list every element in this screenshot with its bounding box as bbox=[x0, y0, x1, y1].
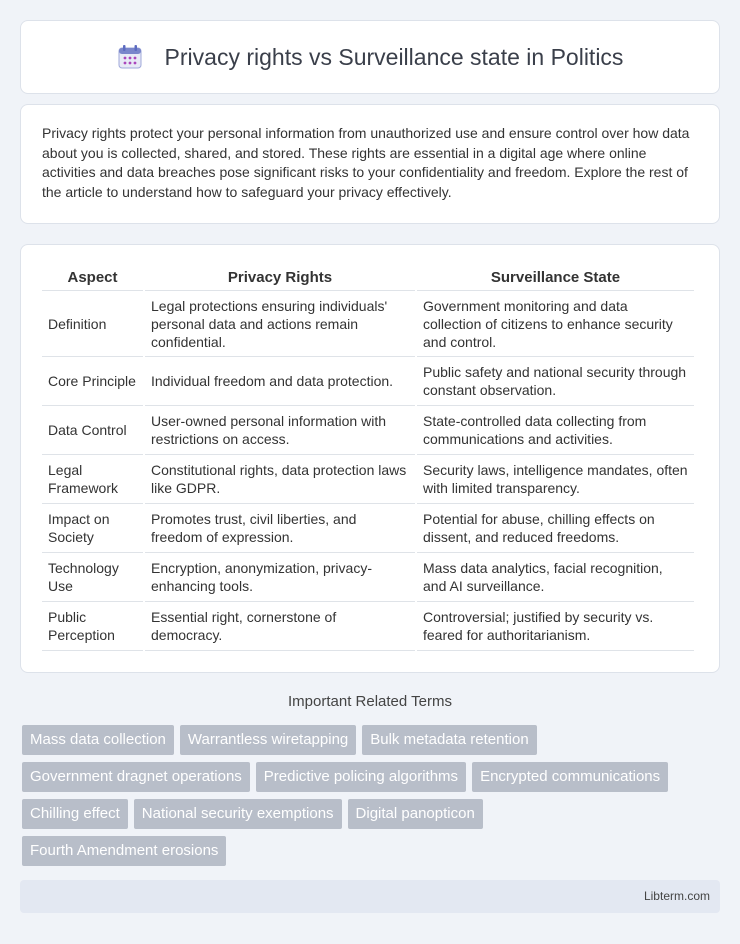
column-header-aspect: Aspect bbox=[42, 261, 143, 291]
cell-privacy-rights: Encryption, anonymization, privacy-enhancing tools. bbox=[145, 553, 415, 602]
cell-surveillance-state: Public safety and national security through constant observation. bbox=[417, 357, 694, 406]
table-row bbox=[42, 357, 694, 406]
cell-surveillance-state: Controversial; justified by security vs. feared for authoritarianism. bbox=[417, 602, 694, 651]
cell-surveillance-state: Mass data analytics, facial recognition, and AI surveillance. bbox=[417, 553, 694, 602]
column-header-privacy-rights: Privacy Rights bbox=[145, 261, 415, 291]
term-tag[interactable]: Mass data collection bbox=[22, 725, 174, 755]
term-tag[interactable]: Predictive policing algorithms bbox=[256, 762, 466, 792]
cell-privacy-rights: Constitutional rights, data protection laws like GDPR. bbox=[145, 455, 415, 504]
cell-privacy-rights: Essential right, cornerstone of democracy. bbox=[145, 602, 415, 651]
cell-aspect: Legal Framework bbox=[42, 455, 143, 504]
term-tag[interactable]: Fourth Amendment erosions bbox=[22, 836, 226, 866]
cell-surveillance-state: Security laws, intelligence mandates, often with limited transparency. bbox=[417, 455, 694, 504]
term-tag[interactable]: Government dragnet operations bbox=[22, 762, 250, 792]
cell-aspect: Data Control bbox=[42, 406, 143, 455]
cell-aspect: Technology Use bbox=[42, 553, 143, 602]
header-card bbox=[20, 20, 720, 94]
cell-surveillance-state: Government monitoring and data collection of citizens to enhance security and control. bbox=[417, 291, 694, 357]
intro-card bbox=[20, 104, 720, 224]
comparison-table-card bbox=[20, 244, 720, 673]
term-tag[interactable]: Chilling effect bbox=[22, 799, 128, 829]
table-header-row bbox=[42, 261, 694, 291]
cell-aspect: Public Perception bbox=[42, 602, 143, 651]
related-terms-list bbox=[22, 725, 722, 873]
term-tag[interactable]: Encrypted communications bbox=[472, 762, 668, 792]
table-row bbox=[42, 291, 694, 357]
term-tag[interactable]: Bulk metadata retention bbox=[362, 725, 536, 755]
term-tag[interactable]: National security exemptions bbox=[134, 799, 342, 829]
table-row bbox=[42, 455, 694, 504]
table-row bbox=[42, 602, 694, 651]
cell-privacy-rights: User-owned personal information with restrictions on access. bbox=[145, 406, 415, 455]
footer-site-link[interactable]: Libterm.com bbox=[643, 889, 710, 903]
term-tag[interactable]: Digital panopticon bbox=[348, 799, 483, 829]
page-title: Privacy rights vs Surveillance state in Politics bbox=[164, 43, 624, 70]
cell-aspect: Core Principle bbox=[42, 357, 143, 406]
cell-privacy-rights: Promotes trust, civil liberties, and freedom of expression. bbox=[145, 504, 415, 553]
calendar-icon bbox=[117, 44, 143, 70]
cell-surveillance-state: Potential for abuse, chilling effects on dissent, and reduced freedoms. bbox=[417, 504, 694, 553]
table-row bbox=[42, 504, 694, 553]
intro-text: Privacy rights protect your personal information from unauthorized use and ensure control over how data about you is collected, shared, and stored. These rights are essential in a digital age where online activities and data breaches pose significant risks to your confidentiality and freedom. Explore the rest of the article to understand how to safeguard your privacy effectively. bbox=[42, 125, 690, 200]
comparison-table bbox=[40, 261, 696, 651]
table-row bbox=[42, 553, 694, 602]
cell-aspect: Impact on Society bbox=[42, 504, 143, 553]
cell-surveillance-state: State-controlled data collecting from communications and activities. bbox=[417, 406, 694, 455]
column-header-surveillance-state: Surveillance State bbox=[417, 261, 694, 291]
cell-privacy-rights: Legal protections ensuring individuals' personal data and actions remain confidential. bbox=[145, 291, 415, 357]
related-terms-title: Important Related Terms bbox=[288, 693, 452, 710]
term-tag[interactable]: Warrantless wiretapping bbox=[180, 725, 356, 755]
table-row bbox=[42, 406, 694, 455]
cell-aspect: Definition bbox=[42, 291, 143, 357]
cell-privacy-rights: Individual freedom and data protection. bbox=[145, 357, 415, 406]
footer bbox=[20, 880, 720, 913]
